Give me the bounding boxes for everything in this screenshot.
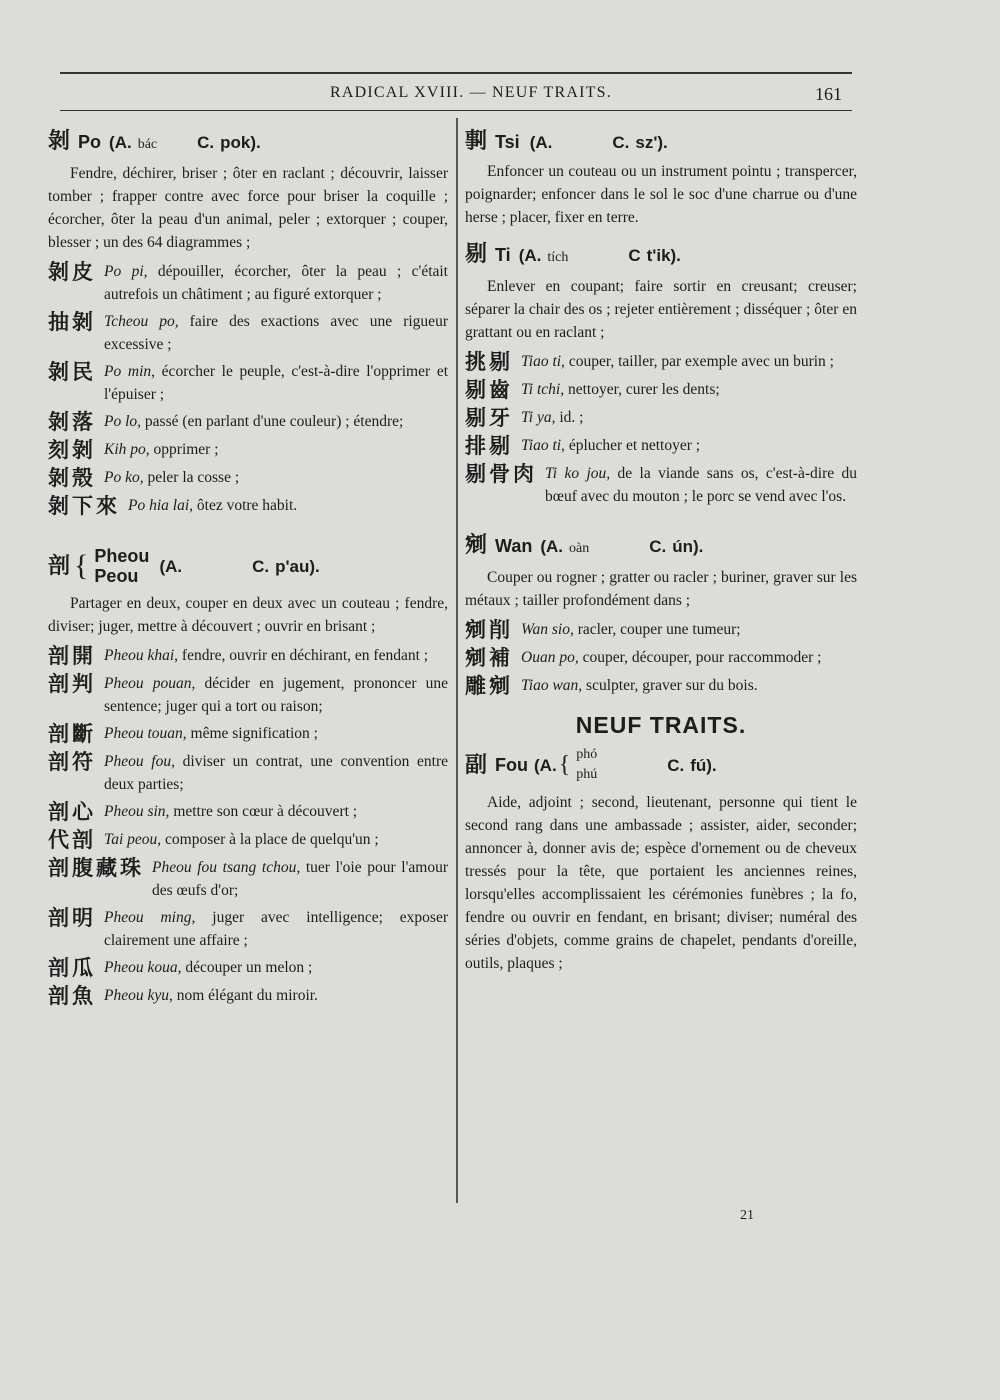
headword-2: Peou bbox=[94, 566, 139, 586]
compound-entry bbox=[465, 406, 857, 430]
headword: Wan bbox=[495, 536, 533, 556]
compound-chars: 剔齒 bbox=[465, 378, 513, 402]
annamite-reading-2: phú bbox=[576, 767, 598, 782]
compound-chars: 剖符 bbox=[48, 750, 96, 774]
compound-entry bbox=[48, 466, 448, 490]
compound-gloss bbox=[521, 618, 857, 641]
compound-definition: écorcher le peuple, c'est-à-dire l'opprimer et l'épuiser ; bbox=[104, 363, 449, 403]
compound-gloss bbox=[521, 350, 857, 373]
compound-gloss bbox=[521, 378, 857, 401]
compound-gloss bbox=[128, 494, 448, 517]
compound-entry bbox=[465, 434, 857, 458]
brace-glyph: { bbox=[558, 752, 571, 778]
compound-gloss bbox=[521, 434, 857, 457]
compound-list bbox=[465, 618, 857, 698]
compound-definition: dépouiller, écorcher, ôter la peau ; c'était autrefois un châtiment ; au figuré extorquer ; bbox=[104, 263, 448, 303]
compound-list bbox=[465, 350, 857, 508]
compound-gloss bbox=[152, 856, 448, 902]
compound-chars: 剝皮 bbox=[48, 260, 96, 284]
compound-entry bbox=[48, 856, 448, 902]
compound-chars: 剝殼 bbox=[48, 466, 96, 490]
compound-romanization: Pheou pouan, bbox=[104, 675, 196, 692]
compound-chars: 挑剔 bbox=[465, 350, 513, 374]
compound-romanization: Po pi, bbox=[104, 263, 148, 280]
compound-entry bbox=[465, 618, 857, 642]
compound-chars: 剜補 bbox=[465, 646, 513, 670]
entry-head bbox=[48, 130, 448, 156]
header-top-rule bbox=[60, 72, 852, 74]
compound-chars: 剖開 bbox=[48, 644, 96, 668]
compound-gloss bbox=[104, 410, 448, 433]
compound-romanization: Pheou sin, bbox=[104, 803, 170, 820]
compound-romanization: Tcheou po, bbox=[104, 313, 179, 330]
compound-romanization: Po lo, bbox=[104, 413, 142, 430]
compound-chars: 剖魚 bbox=[48, 984, 96, 1008]
compound-definition: tuer l'oie pour l'amour des œufs d'or; bbox=[152, 859, 448, 899]
annamite-label: (A. bbox=[534, 755, 557, 775]
compound-romanization: Pheou kyu, bbox=[104, 987, 173, 1004]
compound-entry bbox=[48, 800, 448, 824]
compound-romanization: Tiao wan, bbox=[521, 677, 583, 694]
compound-entry bbox=[465, 674, 857, 698]
cantonese-label: C. bbox=[667, 755, 685, 775]
cantonese-reading: fú). bbox=[690, 755, 717, 775]
compound-chars: 剝落 bbox=[48, 410, 96, 434]
annamite-label: (A. bbox=[529, 133, 553, 152]
compound-definition: composer à la place de quelqu'un ; bbox=[161, 831, 379, 848]
compound-chars: 剔牙 bbox=[465, 406, 513, 430]
compound-romanization: Ti ya, bbox=[521, 409, 556, 426]
annamite-label: (A. bbox=[159, 556, 183, 576]
compound-definition: même signification ; bbox=[186, 725, 318, 742]
cantonese-reading: pok). bbox=[220, 133, 261, 152]
compound-romanization: Ti ko jou, bbox=[545, 465, 611, 482]
compound-definition: nettoyer, curer les dents; bbox=[564, 381, 720, 398]
compound-gloss bbox=[104, 260, 448, 306]
compound-chars: 剝下來 bbox=[48, 494, 120, 518]
compound-entry bbox=[48, 984, 448, 1008]
entry-fou bbox=[465, 745, 857, 975]
headword-char: 剔 bbox=[465, 242, 488, 267]
compound-romanization: Tai peou, bbox=[104, 831, 162, 848]
entry-head bbox=[48, 546, 448, 586]
header-bottom-rule bbox=[60, 110, 852, 111]
entry-wan bbox=[465, 534, 857, 698]
compound-entry bbox=[465, 350, 857, 374]
compound-entry bbox=[48, 828, 448, 852]
compound-entry bbox=[48, 750, 448, 796]
cantonese-label: C. bbox=[612, 133, 630, 152]
compound-entry bbox=[465, 462, 857, 508]
compound-romanization: Ti tchi, bbox=[521, 381, 565, 398]
compound-definition: de la viande sans os, c'est-à-dire du bœuf avec du mouton ; le porc se vend avec l'os. bbox=[545, 465, 857, 505]
compound-entry bbox=[48, 410, 448, 434]
compound-gloss bbox=[104, 956, 448, 979]
compound-chars: 雕剜 bbox=[465, 674, 513, 698]
compound-definition: ôtez votre habit. bbox=[193, 497, 298, 514]
compound-definition: juger avec intelligence; exposer clairement une affaire ; bbox=[104, 909, 448, 949]
entry-po bbox=[48, 130, 448, 518]
compound-entry bbox=[48, 438, 448, 462]
annamite-reading: bác bbox=[137, 137, 158, 152]
headword-pair bbox=[94, 546, 149, 586]
running-header: RADICAL XVIII. — NEUF TRAITS. bbox=[330, 84, 612, 101]
annamite-label: (A. bbox=[540, 537, 564, 556]
cantonese-reading: ún). bbox=[672, 537, 704, 556]
compound-chars: 刻剝 bbox=[48, 438, 96, 462]
compound-gloss bbox=[104, 750, 448, 796]
compound-chars: 剖腹藏珠 bbox=[48, 856, 144, 880]
compound-gloss bbox=[104, 800, 448, 823]
compound-entry bbox=[465, 378, 857, 402]
compound-entry bbox=[465, 646, 857, 670]
compound-definition: découper un melon ; bbox=[181, 959, 313, 976]
compound-definition: diviser un contrat, une convention entre deux parties; bbox=[104, 753, 449, 793]
compound-entry bbox=[48, 494, 448, 518]
annamite-reading: oàn bbox=[569, 541, 590, 556]
compound-gloss bbox=[104, 360, 448, 406]
compound-entry bbox=[48, 644, 448, 668]
headword-char: 剖 bbox=[48, 553, 71, 579]
compound-romanization: Po hia lai, bbox=[128, 497, 194, 514]
annamite-label: (A. bbox=[109, 133, 132, 152]
compound-gloss bbox=[521, 406, 857, 429]
compound-entry bbox=[48, 310, 448, 356]
entry-tsi bbox=[465, 130, 857, 229]
compound-romanization: Tiao ti, bbox=[521, 353, 565, 370]
cantonese-label: C. bbox=[649, 537, 667, 556]
entry-head bbox=[465, 745, 857, 785]
cantonese-label: C. bbox=[252, 556, 270, 576]
compound-gloss bbox=[104, 984, 448, 1007]
compound-definition: racler, couper une tumeur; bbox=[573, 621, 741, 638]
headword-1: Pheou bbox=[94, 546, 150, 566]
headword: Fou bbox=[495, 754, 529, 775]
compound-definition: peler la cosse ; bbox=[143, 469, 240, 486]
compound-list bbox=[48, 260, 448, 518]
entry-head bbox=[465, 130, 857, 154]
headword-char: 剜 bbox=[465, 533, 488, 558]
definition: Enlever en coupant; faire sortir en creusant; creuser; séparer la chair des os ; rejeter entièrement ; disséquer ; ôter en grattant ou en raclant ; bbox=[465, 278, 857, 341]
compound-gloss bbox=[104, 722, 448, 745]
entry-head bbox=[465, 534, 857, 560]
compound-definition: faire des exactions avec une rigueur excessive ; bbox=[104, 313, 448, 353]
headword: Ti bbox=[495, 245, 511, 265]
column-divider bbox=[456, 118, 458, 1203]
compound-gloss bbox=[104, 644, 448, 667]
headword-char: 剚 bbox=[465, 129, 488, 154]
annamite-label: (A. bbox=[518, 246, 542, 265]
compound-romanization: Po min, bbox=[104, 363, 156, 380]
page-number: 161 bbox=[815, 84, 842, 104]
cantonese-label: C. bbox=[197, 133, 215, 152]
compound-romanization: Kih po, bbox=[104, 441, 150, 458]
compound-chars: 剔骨肉 bbox=[465, 462, 537, 486]
printer-signature: 21 bbox=[740, 1208, 754, 1223]
compound-chars: 剖斷 bbox=[48, 722, 96, 746]
compound-definition: couper, découper, pour raccommoder ; bbox=[578, 649, 822, 666]
compound-gloss bbox=[521, 674, 857, 697]
definition: Aide, adjoint ; second, lieutenant, personne qui tient le second rang dans une ambassade ; assister, aider, seconder; annoncer à, donner avis de; espèce d'ornement ou de cheveux tressés pour la tête, que portaient les anciennes reines, lorsqu'elles accomplissaient les cérémonies funèbres ; la fo, fendre ou ouvrir en fendant, en brisant; diviser; numéral des séries d'objets, comme grains de chapelet, pendants d'oreille, outils, plaques ; bbox=[465, 794, 857, 972]
annamite-reading-1: phó bbox=[576, 747, 598, 762]
compound-entry bbox=[48, 722, 448, 746]
cantonese-reading: sz'). bbox=[635, 133, 668, 152]
compound-definition: éplucher et nettoyer ; bbox=[564, 437, 701, 454]
compound-romanization: Pheou touan, bbox=[104, 725, 187, 742]
definition: Partager en deux, couper en deux avec un couteau ; fendre, diviser; juger, mettre à découvert ; ouvrir en brisant ; bbox=[48, 595, 448, 635]
compound-gloss bbox=[104, 672, 448, 718]
cantonese-reading: p'au). bbox=[275, 556, 320, 576]
compound-entry bbox=[48, 672, 448, 718]
compound-gloss bbox=[104, 438, 448, 461]
cantonese-reading: t'ik). bbox=[646, 246, 681, 265]
compound-chars: 代剖 bbox=[48, 828, 96, 852]
compound-entry bbox=[48, 956, 448, 980]
compound-romanization: Po ko, bbox=[104, 469, 144, 486]
compound-chars: 剜削 bbox=[465, 618, 513, 642]
compound-romanization: Tiao ti, bbox=[521, 437, 565, 454]
compound-chars: 剖判 bbox=[48, 672, 96, 696]
compound-definition: mettre son cœur à découvert ; bbox=[169, 803, 358, 820]
compound-romanization: Pheou ming, bbox=[104, 909, 196, 926]
brace-glyph: { bbox=[74, 549, 89, 582]
entry-pheou bbox=[48, 546, 448, 1008]
compound-gloss bbox=[521, 646, 857, 669]
compound-entry bbox=[48, 906, 448, 952]
definition: Enfoncer un couteau ou un instrument pointu ; transpercer, poignarder; enfoncer dans le sol le soc d'une charrue ou d'une herse ; placer, fixer en terre. bbox=[465, 163, 857, 226]
annamite-reading-pair bbox=[576, 745, 597, 785]
compound-chars: 剖明 bbox=[48, 906, 96, 930]
compound-chars: 剖心 bbox=[48, 800, 96, 824]
compound-chars: 剖瓜 bbox=[48, 956, 96, 980]
compound-definition: décider en jugement, prononcer une sentence; juger qui a tort ou raison; bbox=[104, 675, 448, 715]
headword-char: 副 bbox=[465, 752, 488, 778]
compound-chars: 抽剝 bbox=[48, 310, 96, 334]
section-heading: NEUF TRAITS. bbox=[575, 712, 747, 738]
compound-romanization: Ouan po, bbox=[521, 649, 579, 666]
compound-romanization: Pheou khai, bbox=[104, 647, 179, 664]
headword: Tsi bbox=[495, 132, 520, 152]
compound-chars: 剝民 bbox=[48, 360, 96, 384]
compound-definition: opprimer ; bbox=[149, 441, 219, 458]
annamite-reading: tích bbox=[547, 250, 569, 265]
compound-gloss bbox=[104, 906, 448, 952]
compound-entry bbox=[48, 360, 448, 406]
compound-definition: id. ; bbox=[555, 409, 584, 426]
compound-definition: sculpter, graver sur du bois. bbox=[582, 677, 758, 694]
right-column bbox=[465, 130, 857, 989]
compound-definition: nom élégant du miroir. bbox=[172, 987, 318, 1004]
compound-entry bbox=[48, 260, 448, 306]
compound-list bbox=[48, 644, 448, 1008]
entry-head bbox=[465, 243, 857, 269]
compound-gloss bbox=[104, 828, 448, 851]
cantonese-label: C bbox=[628, 246, 641, 265]
compound-romanization: Wan sio, bbox=[521, 621, 574, 638]
compound-definition: passé (en parlant d'une couleur) ; étendre; bbox=[141, 413, 404, 430]
compound-gloss bbox=[104, 466, 448, 489]
definition: Fendre, déchirer, briser ; ôter en raclant ; découvrir, laisser tomber ; frapper contre avec force pour briser la coquille ; écorcher, ôter la peau d'un animal, peler ; extorquer ; couper, blesser ; un des 64 diagrammes ; bbox=[48, 165, 448, 251]
compound-gloss bbox=[104, 310, 448, 356]
compound-chars: 排剔 bbox=[465, 434, 513, 458]
compound-romanization: Pheou koua, bbox=[104, 959, 182, 976]
headword-char: 剝 bbox=[48, 129, 71, 154]
compound-definition: fendre, ouvrir en déchirant, en fendant ; bbox=[178, 647, 429, 664]
entry-ti bbox=[465, 243, 857, 508]
compound-definition: couper, tailler, par exemple avec un burin ; bbox=[564, 353, 834, 370]
compound-romanization: Pheou fou tsang tchou, bbox=[152, 859, 301, 876]
left-column bbox=[48, 130, 448, 1022]
headword: Po bbox=[78, 132, 102, 152]
compound-gloss bbox=[545, 462, 857, 508]
definition: Couper ou rogner ; gratter ou racler ; buriner, graver sur les métaux ; tailler profondément dans ; bbox=[465, 569, 857, 609]
compound-romanization: Pheou fou, bbox=[104, 753, 175, 770]
